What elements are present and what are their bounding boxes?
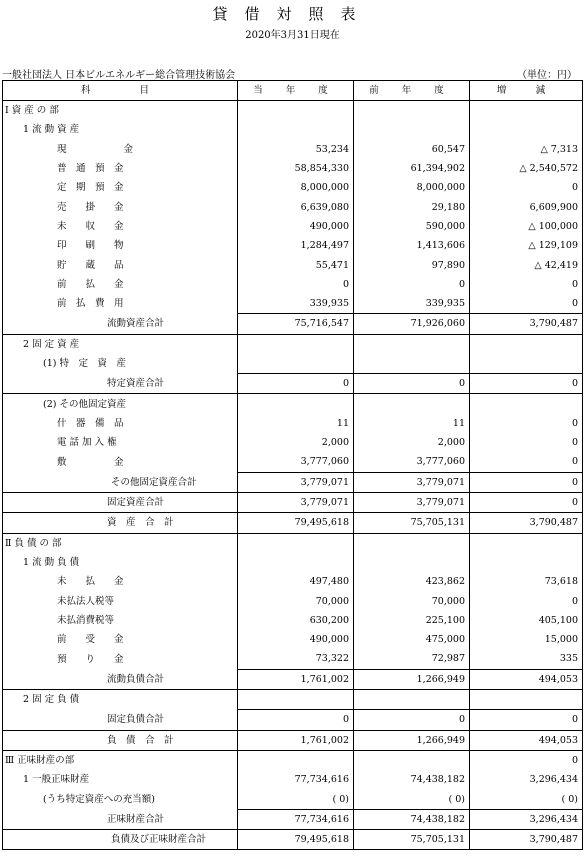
change-value: 405,100 (470, 611, 583, 630)
current-year-value: 53,234 (238, 140, 354, 159)
account-name: 定 期 預 金 (3, 178, 238, 197)
previous-year-value: 225,100 (354, 611, 470, 630)
account-name: 未払消費税等 (3, 611, 238, 630)
change-value: 335 (470, 649, 583, 669)
previous-year-value (354, 101, 470, 121)
account-name: 未 収 金 (3, 217, 238, 236)
account-name: 前 受 金 (3, 630, 238, 649)
account-name: 負 債 合 計 (3, 730, 238, 750)
previous-year-value: 8,000,000 (354, 178, 470, 197)
account-name: (うち特定資産への充当額) (3, 789, 238, 809)
change-value: 3,790,487 (470, 513, 583, 533)
account-name: その他固定資産合計 (3, 472, 238, 492)
table-row (3, 334, 583, 354)
organization-name: 一般社団法人 日本ビルエネルギー総合管理技術協会 (2, 70, 236, 81)
current-year-value: ( 0) (238, 789, 354, 809)
previous-year-value: 3,777,060 (354, 452, 470, 472)
change-value: 0 (470, 433, 583, 452)
account-name: 特定資産合計 (3, 374, 238, 394)
table-header-row (3, 81, 583, 101)
current-year-value: 490,000 (238, 217, 354, 236)
account-name: 2 固 定 資 産 (3, 334, 238, 354)
account-name: 流動資産合計 (3, 314, 238, 334)
table-row (3, 255, 583, 274)
document-title: 貸借対照表 (212, 5, 373, 23)
change-value: 0 (470, 414, 583, 433)
table-row (3, 394, 583, 414)
previous-year-value: ( 0) (354, 789, 470, 809)
previous-year-value: 0 (354, 710, 470, 730)
total-row (3, 730, 583, 750)
current-year-value: 75,716,547 (238, 314, 354, 334)
header-account: 科 目 (3, 81, 238, 101)
account-name: Ⅲ 正味財産の部 (3, 750, 238, 770)
table-body (3, 101, 583, 850)
table-row (3, 591, 583, 610)
previous-year-value: 97,890 (354, 255, 470, 274)
account-name: Ⅱ 負 債 の 部 (3, 533, 238, 553)
table-row (3, 533, 583, 553)
previous-year-value: 3,779,071 (354, 492, 470, 512)
table-row (3, 689, 583, 709)
account-name: 預 り 金 (3, 649, 238, 669)
table-row (3, 630, 583, 649)
previous-year-value: 11 (354, 414, 470, 433)
table-row (3, 649, 583, 669)
unit-label: （単位：円） (517, 70, 577, 81)
total-row (3, 809, 583, 829)
current-year-value: 58,854,330 (238, 159, 354, 178)
account-name: 前 払 金 (3, 275, 238, 294)
previous-year-value: 1,266,949 (354, 730, 470, 750)
total-row (3, 374, 583, 394)
total-row (3, 829, 583, 849)
account-name: 未払法人税等 (3, 591, 238, 610)
previous-year-value (354, 750, 470, 770)
current-year-value: 55,471 (238, 255, 354, 274)
header-previous-year: 前 年 度 (354, 81, 470, 101)
current-year-value: 2,000 (238, 433, 354, 452)
previous-year-value: 70,000 (354, 591, 470, 610)
change-value (470, 120, 583, 139)
table-row (3, 414, 583, 433)
previous-year-value: 1,266,949 (354, 669, 470, 689)
table-row (3, 178, 583, 197)
current-year-value: 339,935 (238, 294, 354, 314)
header-change: 増 減 (470, 81, 583, 101)
current-year-value: 70,000 (238, 591, 354, 610)
account-name: 負債及び正味財産合計 (3, 829, 238, 849)
table-row (3, 197, 583, 216)
previous-year-value: 75,705,131 (354, 829, 470, 849)
change-value: 494,053 (470, 669, 583, 689)
previous-year-value: 61,394,902 (354, 159, 470, 178)
change-value: 73,618 (470, 572, 583, 591)
previous-year-value: 60,547 (354, 140, 470, 159)
change-value: 3,790,487 (470, 829, 583, 849)
previous-year-value (354, 354, 470, 374)
as-of-date: 2020年3月31日現在 (245, 30, 340, 41)
change-value: 0 (470, 275, 583, 294)
current-year-value (238, 689, 354, 709)
change-value: 0 (470, 178, 583, 197)
previous-year-value: 71,926,060 (354, 314, 470, 334)
previous-year-value: 0 (354, 374, 470, 394)
change-value (470, 394, 583, 414)
change-value: 0 (470, 750, 583, 770)
table-row (3, 294, 583, 314)
previous-year-value: 1,413,606 (354, 236, 470, 255)
account-name: 正味財産合計 (3, 809, 238, 829)
previous-year-value: 74,438,182 (354, 809, 470, 829)
account-name: 現 金 (3, 140, 238, 159)
current-year-value: 3,779,071 (238, 492, 354, 512)
change-value: △ 42,419 (470, 255, 583, 274)
table-row (3, 572, 583, 591)
table-row (3, 750, 583, 770)
change-value (470, 354, 583, 374)
header-current-year: 当 年 度 (238, 81, 354, 101)
current-year-value (238, 750, 354, 770)
table-row (3, 275, 583, 294)
account-name: 2 固 定 負 債 (3, 689, 238, 709)
previous-year-value (354, 553, 470, 572)
table-row (3, 789, 583, 809)
previous-year-value (354, 120, 470, 139)
change-value (470, 533, 583, 553)
previous-year-value: 72,987 (354, 649, 470, 669)
previous-year-value: 3,779,071 (354, 472, 470, 492)
account-name: 電 話 加 入 権 (3, 433, 238, 452)
change-value: 15,000 (470, 630, 583, 649)
current-year-value (238, 354, 354, 374)
account-name: 売 掛 金 (3, 197, 238, 216)
account-name: (1) 特 定 資 産 (3, 354, 238, 374)
total-row (3, 513, 583, 533)
account-name: 1 流 動 資 産 (3, 120, 238, 139)
account-name: 未 払 金 (3, 572, 238, 591)
change-value (470, 101, 583, 121)
change-value: △ 129,109 (470, 236, 583, 255)
total-row (3, 669, 583, 689)
change-value: 0 (470, 472, 583, 492)
change-value (470, 553, 583, 572)
change-value: △ 2,540,572 (470, 159, 583, 178)
previous-year-value: 74,438,182 (354, 770, 470, 789)
current-year-value: 1,761,002 (238, 730, 354, 750)
change-value: 0 (470, 452, 583, 472)
current-year-value: 1,761,002 (238, 669, 354, 689)
current-year-value: 11 (238, 414, 354, 433)
current-year-value (238, 334, 354, 354)
previous-year-value: 75,705,131 (354, 513, 470, 533)
current-year-value: 3,779,071 (238, 472, 354, 492)
current-year-value (238, 533, 354, 553)
total-row (3, 314, 583, 334)
change-value: 3,790,487 (470, 314, 583, 334)
current-year-value: 0 (238, 374, 354, 394)
balance-sheet-table (2, 80, 583, 850)
previous-year-value: 0 (354, 275, 470, 294)
current-year-value: 3,777,060 (238, 452, 354, 472)
current-year-value: 8,000,000 (238, 178, 354, 197)
current-year-value (238, 553, 354, 572)
current-year-value: 77,734,616 (238, 809, 354, 829)
current-year-value: 79,495,618 (238, 513, 354, 533)
previous-year-value: 339,935 (354, 294, 470, 314)
current-year-value: 490,000 (238, 630, 354, 649)
change-value: △ 7,313 (470, 140, 583, 159)
previous-year-value (354, 394, 470, 414)
current-year-value: 79,495,618 (238, 829, 354, 849)
table-row (3, 217, 583, 236)
table-row (3, 452, 583, 472)
current-year-value (238, 120, 354, 139)
change-value: ( 0) (470, 789, 583, 809)
account-name: 印 刷 物 (3, 236, 238, 255)
account-name: 前 払 費 用 (3, 294, 238, 314)
previous-year-value (354, 689, 470, 709)
table-row (3, 159, 583, 178)
previous-year-value (354, 334, 470, 354)
account-name: 1 一般正味財産 (3, 770, 238, 789)
current-year-value: 73,322 (238, 649, 354, 669)
current-year-value: 77,734,616 (238, 770, 354, 789)
change-value: 0 (470, 294, 583, 314)
current-year-value: 1,284,497 (238, 236, 354, 255)
account-name: 貯 蔵 品 (3, 255, 238, 274)
change-value: △ 100,000 (470, 217, 583, 236)
current-year-value: 630,200 (238, 611, 354, 630)
current-year-value (238, 394, 354, 414)
change-value: 3,296,434 (470, 809, 583, 829)
account-name: 1 流 動 負 債 (3, 553, 238, 572)
account-name: 固定負債合計 (3, 710, 238, 730)
table-row (3, 611, 583, 630)
table-row (3, 553, 583, 572)
change-value: 0 (470, 374, 583, 394)
previous-year-value: 423,862 (354, 572, 470, 591)
change-value: 3,296,434 (470, 770, 583, 789)
table-row (3, 236, 583, 255)
previous-year-value: 29,180 (354, 197, 470, 216)
change-value: 494,053 (470, 730, 583, 750)
account-name: 敷 金 (3, 452, 238, 472)
table-row (3, 433, 583, 452)
previous-year-value: 2,000 (354, 433, 470, 452)
change-value: 0 (470, 591, 583, 610)
change-value (470, 689, 583, 709)
change-value: 0 (470, 710, 583, 730)
current-year-value: 0 (238, 275, 354, 294)
account-name: 什 器 備 品 (3, 414, 238, 433)
change-value: 0 (470, 492, 583, 512)
previous-year-value (354, 533, 470, 553)
current-year-value (238, 101, 354, 121)
account-name: 普 通 預 金 (3, 159, 238, 178)
change-value (470, 334, 583, 354)
total-row (3, 472, 583, 492)
current-year-value: 497,480 (238, 572, 354, 591)
account-name: 資 産 合 計 (3, 513, 238, 533)
previous-year-value: 475,000 (354, 630, 470, 649)
previous-year-value: 590,000 (354, 217, 470, 236)
account-name: (2) その他固定資産 (3, 394, 238, 414)
table-row (3, 770, 583, 789)
account-name: Ⅰ 資 産 の 部 (3, 101, 238, 121)
table-row (3, 140, 583, 159)
current-year-value: 0 (238, 710, 354, 730)
table-row (3, 120, 583, 139)
total-row (3, 492, 583, 512)
account-name: 固定資産合計 (3, 492, 238, 512)
account-name: 流動負債合計 (3, 669, 238, 689)
current-year-value: 6,639,080 (238, 197, 354, 216)
table-row (3, 354, 583, 374)
change-value: 6,609,900 (470, 197, 583, 216)
total-row (3, 710, 583, 730)
table-row (3, 101, 583, 121)
